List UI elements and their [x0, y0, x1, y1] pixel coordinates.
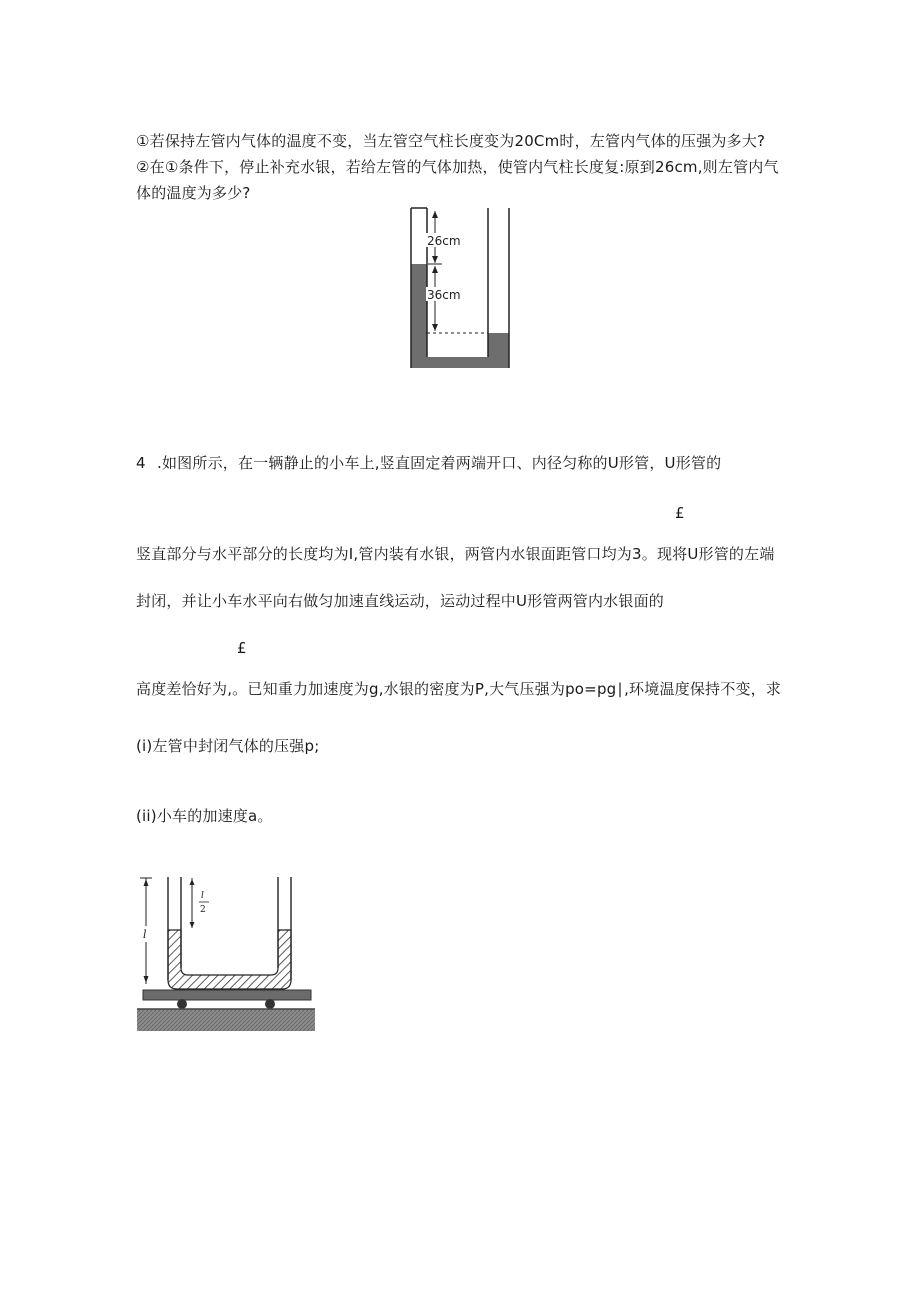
cart-wheel-left — [177, 999, 187, 1009]
q4-text-line-3: 封闭，并让小车水平向右做匀加速直线运动，运动过程中U形管两管内水银面的 — [136, 592, 664, 610]
arrow-down-half — [190, 922, 195, 928]
tube-diagram-q3 — [400, 205, 515, 375]
arrow-up-26 — [432, 211, 438, 218]
label-half-denominator: 2 — [200, 905, 206, 915]
q4-symbol-1: £ — [675, 504, 685, 522]
q4-text-line-2: 竖直部分与水平部分的长度均为I,管内装有水银，两管内水银面距管口均为3。现将U形管的左端 — [136, 545, 775, 563]
q3-text-line-1: ①若保持左管内气体的温度不变，当左管空气柱长度变为20Cm时，左管内气体的压强为多大? — [136, 132, 766, 150]
ground — [137, 1009, 315, 1031]
u-tube-cart-diagram — [134, 872, 319, 1037]
label-26cm: 26cm — [427, 234, 461, 248]
q3-text-line-2: ②在①条件下，停止补充水银，若给左管的气体加热，使管内气柱长度复:原到26cm,则左管内气 — [136, 158, 779, 176]
arrow-up-half — [190, 879, 195, 885]
label-36cm: 36cm — [427, 288, 461, 302]
cart-wheel-right — [265, 999, 275, 1009]
arrow-down-26 — [432, 256, 438, 263]
mercury-left-column — [411, 264, 427, 368]
q4-sub-question-1: (i)左管中封闭气体的压强p; — [136, 737, 320, 755]
mercury-right-column — [488, 333, 509, 368]
label-l: l — [143, 928, 147, 941]
q4-sub-question-2: (ii)小车的加速度a。 — [136, 807, 273, 825]
arrow-down-36 — [432, 324, 438, 331]
q4-number: 4 — [136, 454, 146, 472]
label-half-numerator: l — [201, 891, 204, 901]
mercury-hatched-region — [168, 930, 291, 989]
q3-text-line-3: 体的温度为多少? — [136, 184, 251, 202]
cart-platform — [143, 990, 311, 1000]
q4-text-line-4: 高度差恰好为,。已知重力加速度为g,水银的密度为P,大气压强为po=pg∣,环境温度保持不变，求 — [136, 680, 782, 698]
arrow-up-l — [144, 879, 149, 886]
q4-symbol-2: £ — [237, 639, 247, 657]
arrow-up-36 — [432, 266, 438, 273]
arrow-down-l — [144, 976, 149, 983]
q4-text-line-1: .如图所示，在一辆静止的小车上,竖直固定着两端开口、内径匀称的U形管，U形管的 — [157, 454, 722, 472]
